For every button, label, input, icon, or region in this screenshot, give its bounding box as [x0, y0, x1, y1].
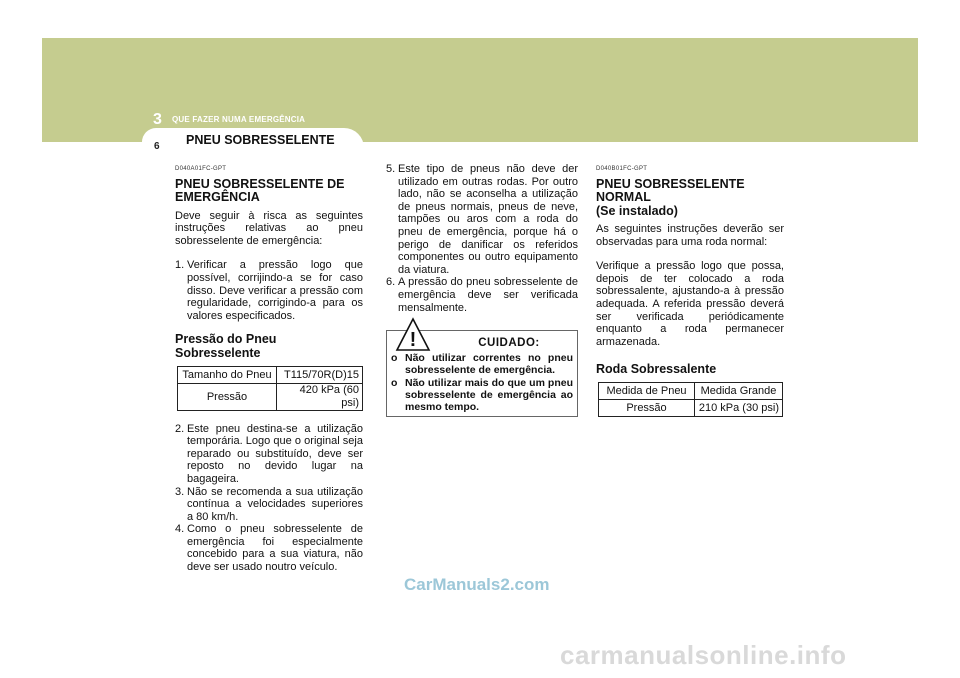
section-title: PNEU SOBRESSELENTE NORMAL	[596, 176, 745, 205]
caution-item-text: Não utilizar mais do que um pneu sobresselente de emergência ao mesmo tempo.	[405, 376, 573, 414]
list-item-number: 3.	[175, 485, 185, 498]
list-item-number: 4.	[175, 523, 185, 536]
table-title: Roda Sobressalente	[596, 362, 717, 377]
caution-bullet: o	[391, 351, 398, 364]
warning-glyph: !	[409, 329, 417, 352]
caution-title: CUIDADO:	[478, 337, 540, 350]
list-item	[386, 276, 578, 314]
table-title: Pressão do Pneu Sobresselente	[175, 332, 277, 361]
section-tab-title: PNEU SOBRESSELENTE	[186, 133, 335, 147]
list-item-text: Este tipo de pneus não deve der utilizado em outras rodas. Por outro lado, não se aconselha a utilização de pneus normais, pneus de neve, tampões ou aros com a roda do pneu de emergência, porque há o perigo de danificar os referidos componentes ou outro equipamento da viatura.	[398, 163, 578, 276]
table-value-cell: 210 kPa (30 psi)	[695, 400, 783, 417]
list-item	[386, 163, 578, 276]
warning-triangle-icon	[395, 317, 431, 353]
table-value-cell: 420 kPa (60 psi)	[277, 384, 363, 410]
body-paragraph: Verifique a pressão logo que possa, depois de ter colocado a roda sobressalente, ajustando-a à pressão adequada. A referida pressão deverá ser verificada periódicamente enquanto a roda permanecer armazenada.	[596, 260, 784, 348]
chapter-title: QUE FAZER NUMA EMERGÊNCIA	[172, 115, 306, 124]
page-number: 6	[154, 141, 160, 152]
caution-bullet: o	[391, 376, 398, 389]
list-item-text: Verificar a pressão logo que possível, corrijindo-a se for caso disso. Deve verificar a pressão com regularidade, corrigindo-a para os valores especificados.	[187, 259, 363, 322]
column-normal-spare	[596, 163, 784, 429]
table-value-cell: T115/70R(D)15	[277, 367, 363, 384]
list-item	[175, 423, 363, 486]
section-subtitle: (Se instalado)	[596, 203, 678, 218]
list-item-text: Como o pneu sobresselente de emergência foi especialmente concebido para a sua viatura, não deve ser usado noutro veículo.	[187, 523, 363, 574]
table-label-cell: Pressão	[599, 400, 695, 417]
intro-paragraph: Deve seguir à risca as seguintes instruções relativas ao pneu sobresselente de emergência:	[175, 209, 363, 247]
table-label-cell: Tamanho do Pneu	[178, 367, 277, 384]
section-title: PNEU SOBRESSELENTE DE EMERGÊNCIA	[175, 176, 345, 205]
section-code: D040B01FC-GPT	[596, 166, 648, 172]
column-emergency-spare	[175, 163, 363, 574]
chapter-number: 3	[153, 111, 162, 128]
list-item-text: A pressão do pneu sobresselente de emergência deve ser verificada mensalmente.	[398, 276, 578, 314]
caution-item-text: Não utilizar correntes no pneu sobresselente de emergência.	[405, 351, 573, 377]
list-item-number: 6.	[386, 276, 396, 289]
list-item-number: 2.	[175, 422, 185, 435]
intro-paragraph: As seguintes instruções deverão ser observadas para uma roda normal:	[596, 223, 784, 248]
caution-box	[386, 330, 578, 417]
list-item-number: 1.	[175, 259, 185, 272]
section-code: D040A01FC-GPT	[175, 166, 227, 172]
caution-item	[391, 377, 573, 414]
list-item	[175, 259, 363, 322]
spare-wheel-table	[598, 382, 783, 417]
list-item-number: 5.	[386, 163, 396, 175]
table-label-cell: Medida de Pneu	[599, 383, 695, 400]
list-item	[175, 486, 363, 524]
watermark-carmanuals2: CarManuals2.com	[404, 575, 550, 594]
table-value-cell: Medida Grande	[695, 383, 783, 400]
list-item-text: Não se recomenda a sua utilização contínua a velocidades superiores a 80 km/h.	[187, 485, 363, 523]
list-item-text: Este pneu destina-se a utilização temporária. Logo que o original seja reparado ou substituído, deve ser reposto no devido lugar na bagageira.	[187, 422, 363, 485]
spare-pressure-table	[177, 366, 363, 410]
column-spare-continued	[386, 163, 578, 417]
caution-item	[391, 352, 573, 377]
watermark-carmanualsonline: carmanualsonline.info	[560, 640, 847, 670]
list-item	[175, 523, 363, 573]
table-label-cell: Pressão	[178, 384, 277, 410]
header-band	[42, 38, 918, 142]
